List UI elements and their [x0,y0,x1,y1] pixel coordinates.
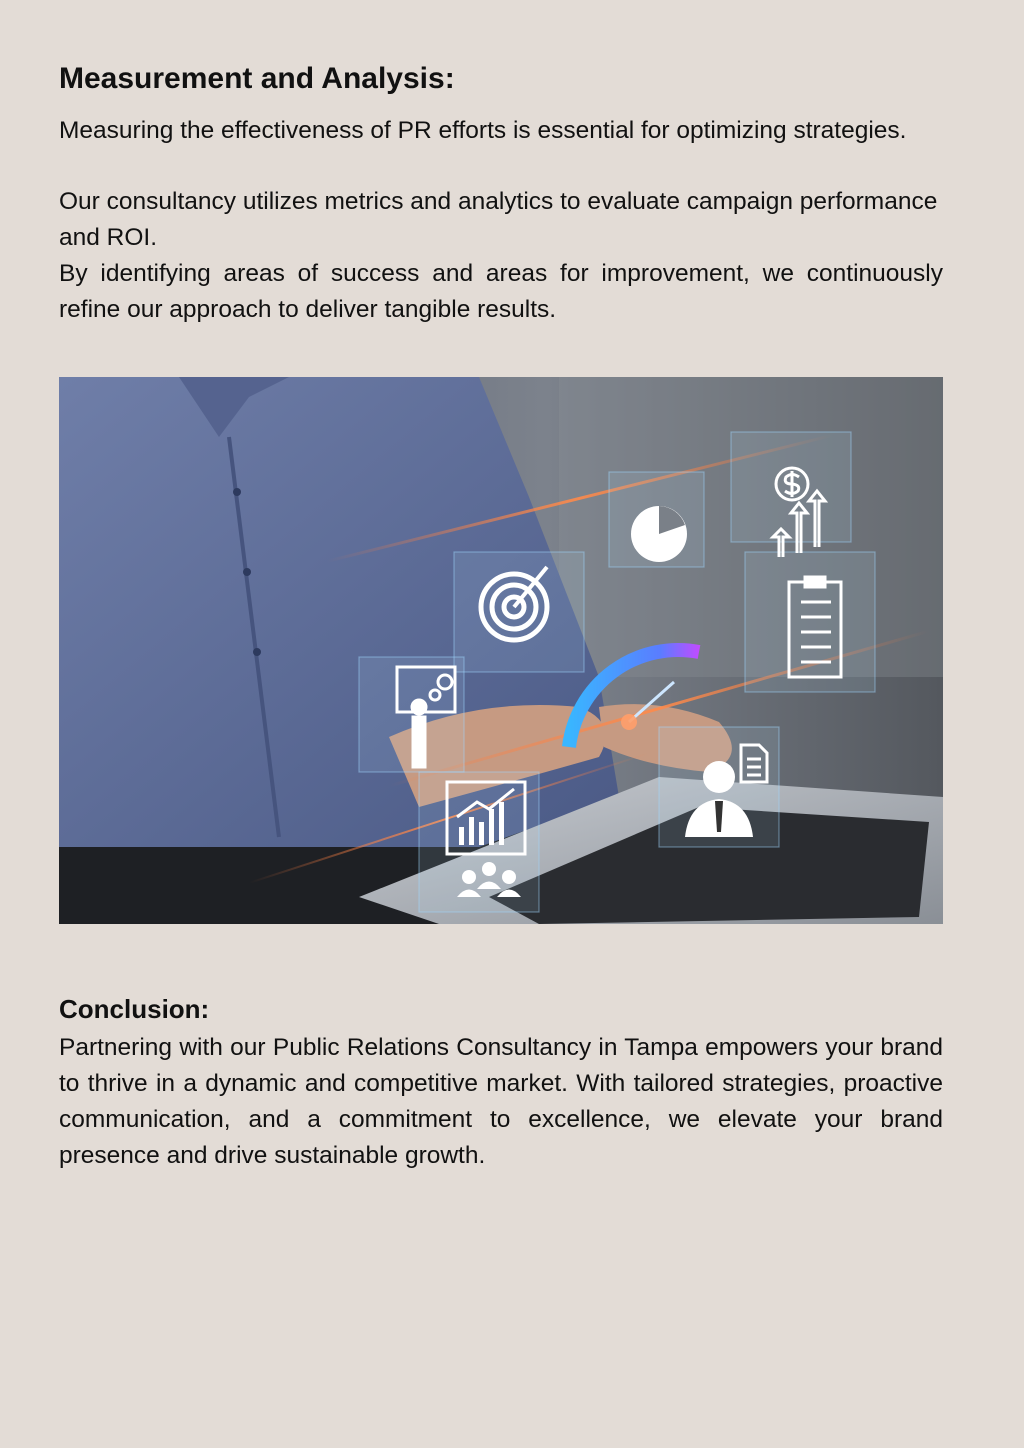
paragraph-measuring: Measuring the effectiveness of PR efforts is essential for optimizing strategies. [59,117,907,144]
section-heading-measurement: Measurement and Analysis: [59,62,455,95]
paragraph-conclusion: Partnering with our Public Relations Consultancy in Tampa empowers your brand to thrive in a dynamic and competitive market. With tailored strategies, proactive communication, and a commitment to excellence, we elevate your brand presence and drive sustainable growth. [59,1034,943,1169]
section-heading-conclusion: Conclusion: [59,994,210,1024]
paragraph-consultancy: Our consultancy utilizes metrics and analytics to evaluate campaign performance and ROI. [59,188,938,251]
paragraph-identifying: By identifying areas of success and areas for improvement, we continuously refine our approach to deliver tangible results. [59,260,943,323]
pie-chart-icon [631,506,687,562]
analytics-photo [59,377,943,924]
